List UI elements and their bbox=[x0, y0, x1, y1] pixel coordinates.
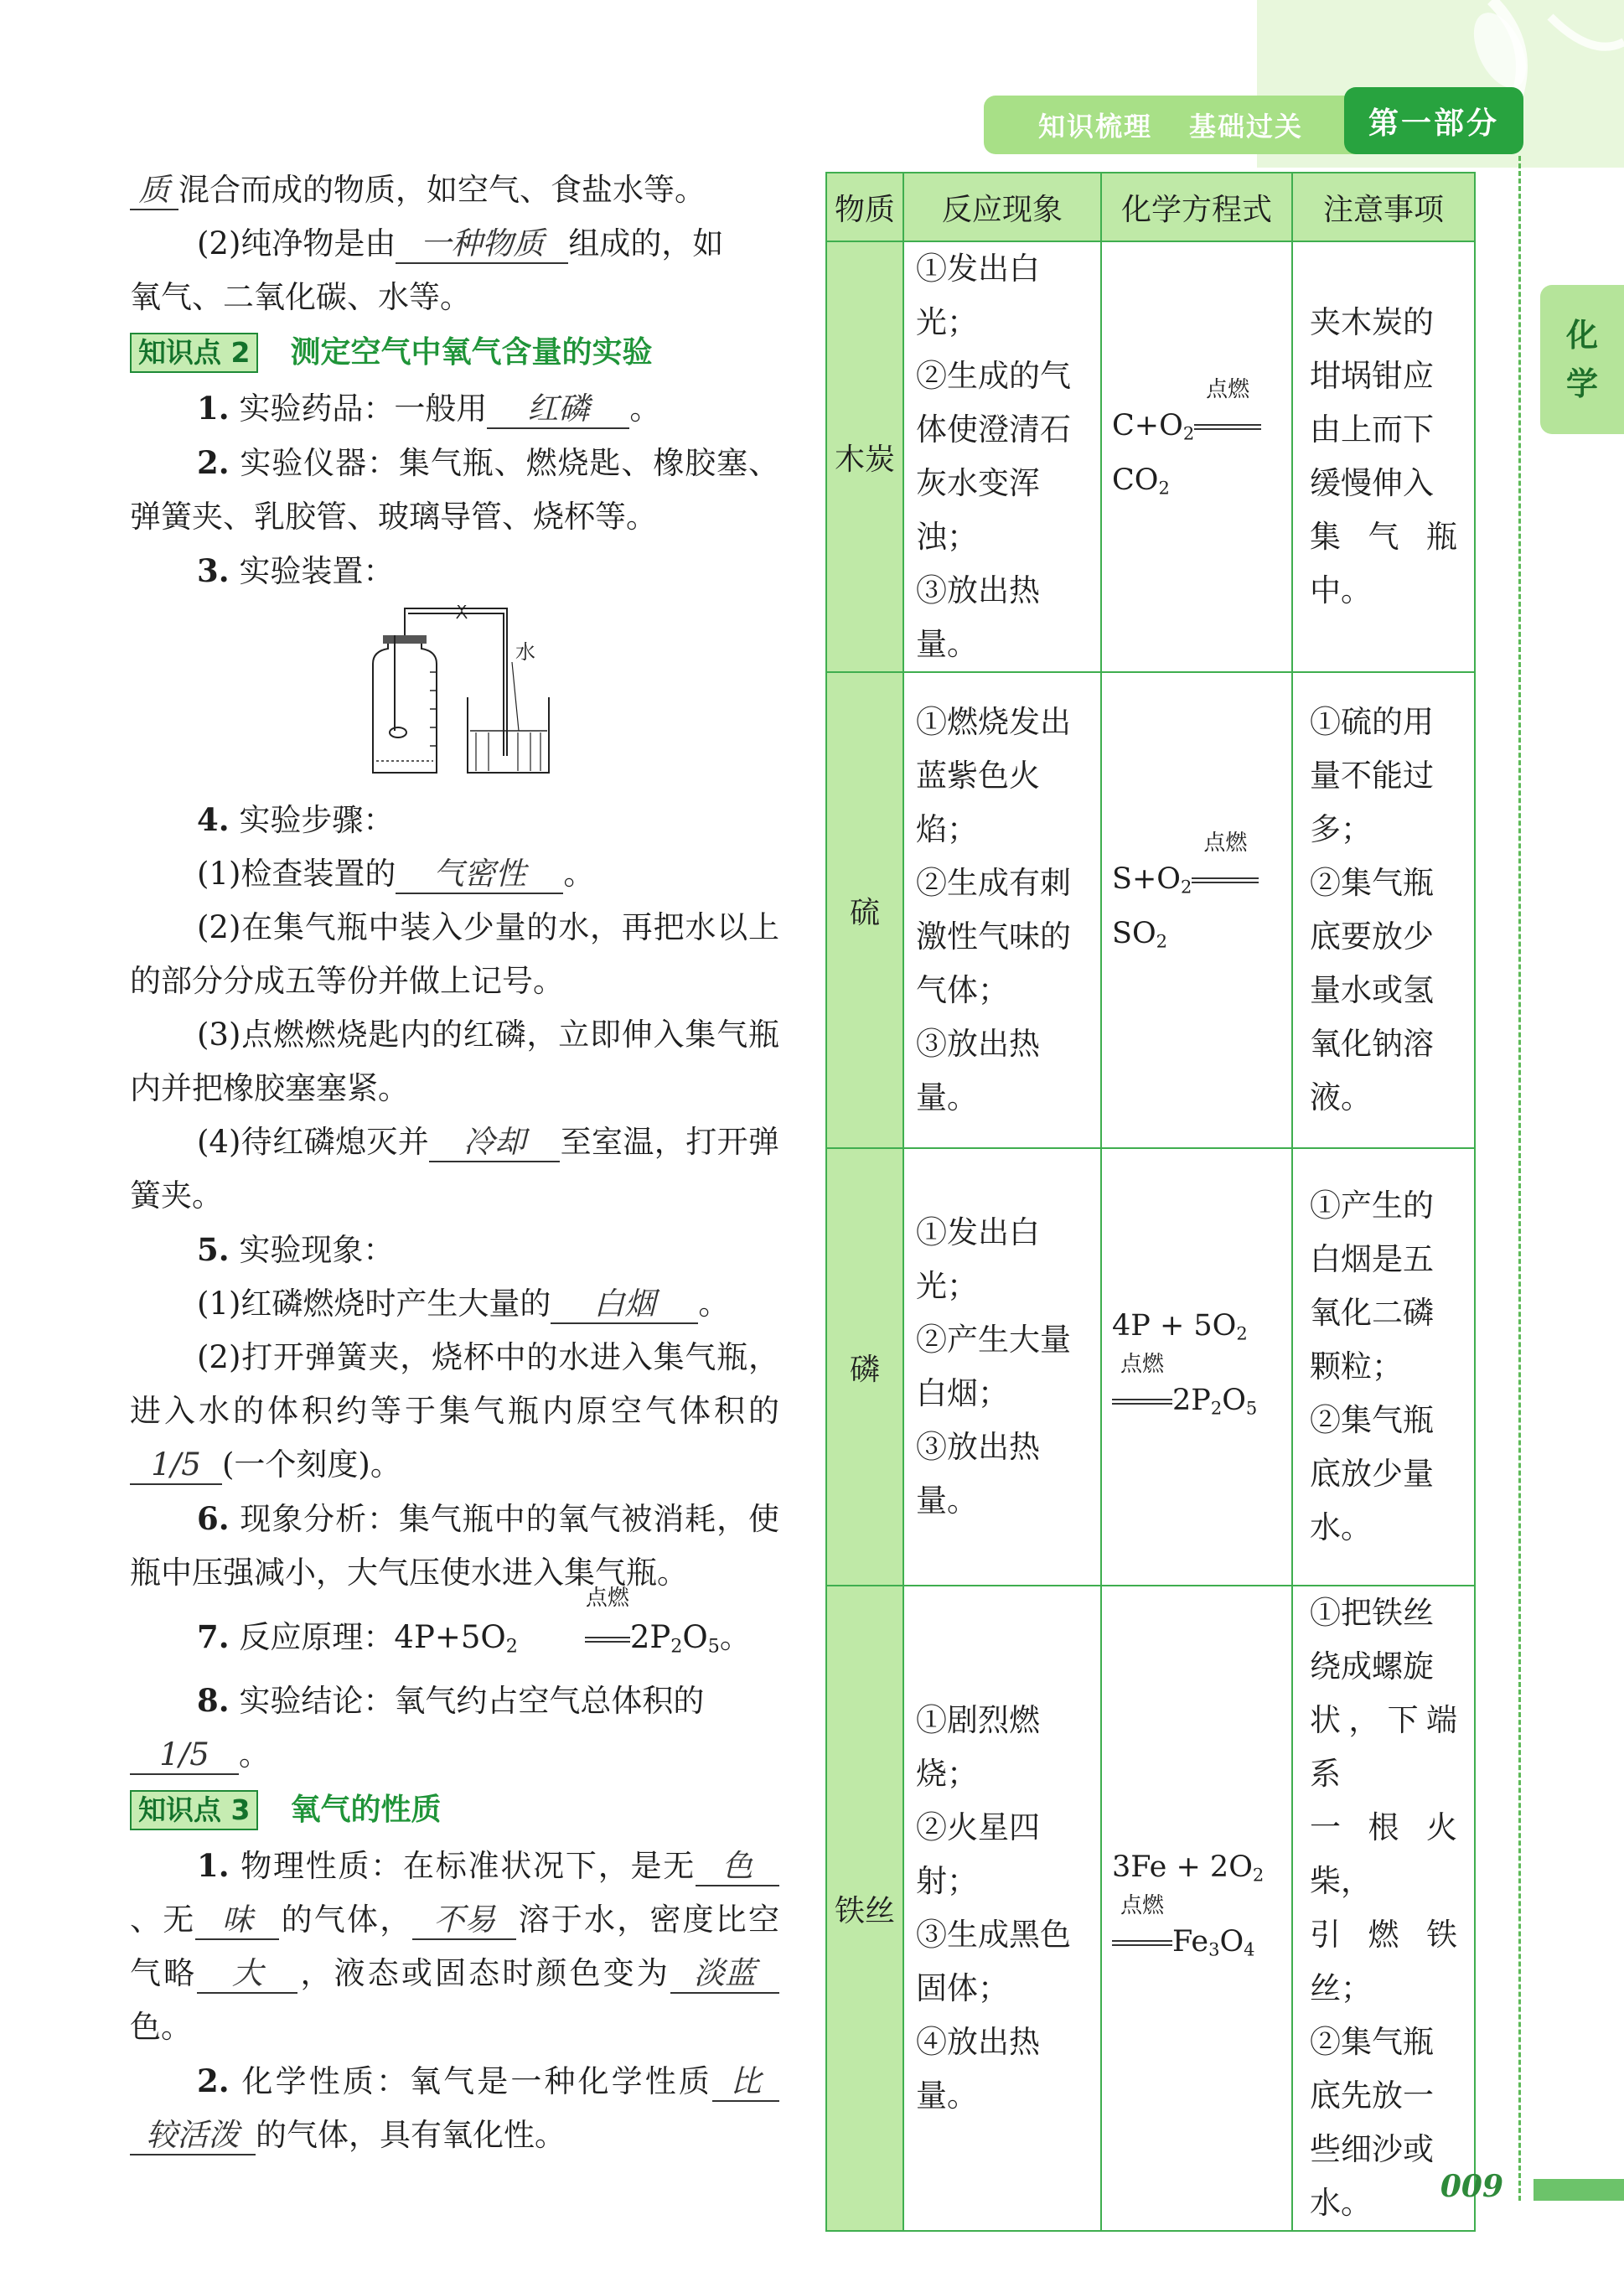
table-row bbox=[826, 1148, 1475, 1586]
kp3-title: 氧气的性质 bbox=[290, 1792, 442, 1827]
step-8: 8. 实验结论：氧气约占空气总体积的 bbox=[197, 1681, 705, 1719]
blank-odorless: 味 bbox=[195, 1902, 279, 1940]
row-equation: $C+O_2$ 点燃 $CO_2$ bbox=[1101, 241, 1292, 672]
blank-pure: 一种物质 bbox=[396, 225, 568, 264]
step-6: 6. 现象分析：集气瓶中的氧气被消耗，使瓶中压强减小，大气压使水进入集气瓶。 bbox=[130, 1500, 780, 1591]
page-number: 009 bbox=[1440, 2169, 1503, 2204]
step-4b: (2)在集气瓶中装入少量的水，再把水以上的部分分成五等份并做上记号。 bbox=[130, 909, 779, 999]
property-chemical: 2. 化学性质：氧气是一种化学性质 比较活泼 的气体，具有氧化性。 bbox=[130, 2054, 779, 2162]
step-3: 3. 实验装置： bbox=[197, 552, 395, 589]
step-5: 5. 实验现象： bbox=[197, 1231, 395, 1268]
row-equation: $3Fe + 2O_2$ 点燃 $Fe_3O_4$ bbox=[1101, 1586, 1292, 2231]
blank-solubility: 不易 bbox=[412, 1902, 516, 1940]
table-header-row bbox=[826, 173, 1475, 241]
th-equation: 化学方程式 bbox=[1101, 173, 1292, 241]
blank-reagent: 红磷 bbox=[487, 391, 629, 429]
step-2: 2. 实验仪器：集气瓶、燃烧匙、橡胶塞、弹簧夹、乳胶管、玻璃导管、烧杯等。 bbox=[130, 444, 780, 535]
side-tab-char-1: 化 bbox=[1565, 317, 1598, 354]
subject-side-tab bbox=[1540, 285, 1624, 434]
rubber-stopper bbox=[383, 635, 427, 644]
step-1: 1. 实验药品：一般用 红磷 。 bbox=[130, 381, 779, 436]
line-examples: 氧气、二氧化碳、水等。 bbox=[130, 279, 471, 315]
knowledge-point-3 bbox=[130, 1783, 779, 1837]
margin-divider bbox=[1518, 156, 1521, 2201]
row-phenomena: ①燃烧发出 蓝紫色火焰； ②生成有刺 激性气味的 气体； ③放出热量。 bbox=[903, 672, 1101, 1148]
row-notes: ①硫的用 量不能过 多； ②集气瓶 底要放少 量水或氢 氧化钠溶 液。 bbox=[1292, 672, 1475, 1148]
row-phenomena: ①发出白光； ②产生大量 白烟； ③放出热量。 bbox=[903, 1148, 1101, 1586]
row-notes: ①产生的 白烟是五 氧化二磷 颗粒； ②集气瓶 底放少量 水。 bbox=[1292, 1148, 1475, 1586]
row-substance: 硫 bbox=[826, 672, 903, 1148]
blank-reactivity-a: 比 bbox=[712, 2063, 779, 2102]
line-pure-substance: (2)纯净物是由 一种物质 组成的，如 bbox=[130, 217, 779, 271]
table-row bbox=[826, 672, 1475, 1148]
row-substance: 磷 bbox=[826, 1148, 903, 1586]
step-4: 4. 实验步骤： bbox=[197, 801, 395, 838]
step-4a: (1)检查装置的 气密性 。 bbox=[130, 847, 779, 901]
blank-cool: 冷却 bbox=[429, 1124, 560, 1162]
blank-airtight: 气密性 bbox=[396, 856, 563, 894]
blank-fraction-1: 1/5 bbox=[130, 1446, 222, 1485]
blank-fraction-2: 1/5 bbox=[130, 1736, 239, 1775]
property-physical: 1. 物理性质：在标准状况下，是无 色、无 味 的气体， 不易 溶于水，密度比空气略 大 ，液态或固态时颜色变为 淡蓝色。 bbox=[130, 1846, 780, 2045]
step-4c: (3)点燃燃烧匙内的红磷，立即伸入集气瓶内并把橡胶塞塞紧。 bbox=[130, 1017, 779, 1106]
row-phenomena: ①剧烈燃烧； ②火星四射； ③生成黑色 固体； ④放出热量。 bbox=[903, 1586, 1101, 2231]
step-8-cont: 1/5 。 bbox=[130, 1728, 779, 1782]
line-mixture: 质 混合而成的物质，如空气、食盐水等。 bbox=[130, 163, 779, 217]
blank-white-smoke: 白烟 bbox=[551, 1286, 698, 1324]
blank-mixture-end: 质 bbox=[130, 172, 178, 210]
blank-density: 大 bbox=[197, 1955, 297, 1994]
row-equation: $S+O_2$ 点燃 $SO_2$ bbox=[1101, 672, 1292, 1148]
th-notes: 注意事项 bbox=[1292, 173, 1475, 241]
header-part-badge: 第一部分 bbox=[1344, 87, 1523, 154]
header-tab-knowledge bbox=[984, 96, 1358, 154]
step-4d: (4)待红磷熄灭并 冷却 至室温，打开弹簧夹。 bbox=[130, 1124, 779, 1214]
header-tab1: 知识梳理 bbox=[1037, 111, 1152, 142]
step-5a: (1)红磷燃烧时产生大量的 白烟 。 bbox=[130, 1277, 779, 1331]
table-row bbox=[826, 1586, 1475, 2231]
blank-reactivity-b: 较活泼 bbox=[130, 2117, 256, 2155]
blank-color: 淡蓝 bbox=[670, 1955, 779, 1994]
step-7: 7. 反应原理：$4P+5O_2$ 点燃 $2P_2O_5$。 bbox=[130, 1610, 779, 1674]
spring-clip bbox=[457, 605, 467, 618]
th-substance: 物质 bbox=[826, 173, 903, 241]
row-notes: ①把铁丝 绕成螺旋 状，下端系 一根火柴， 引燃铁丝； ②集气瓶 底先放一 些细沙或 水。 bbox=[1292, 1586, 1475, 2231]
kp2-title: 测定空气中氧气含量的实验 bbox=[290, 335, 653, 370]
step-5b: (2)打开弹簧夹，烧杯中的水进入集气瓶，进入水的体积约等于集气瓶内原空气体积的1/5 (一个刻度)。 bbox=[130, 1331, 779, 1492]
row-substance: 铁丝 bbox=[826, 1586, 903, 2231]
row-notes: 夹木炭的 坩埚钳应 由上而下 缓慢伸入 集气瓶中。 bbox=[1292, 241, 1475, 672]
water-label: 水 bbox=[515, 640, 535, 664]
apparatus-diagram bbox=[354, 605, 564, 781]
row-phenomena: ①发出白光； ②生成的气 体使澄清石 灰水变浑浊； ③放出热量。 bbox=[903, 241, 1101, 672]
page-number-bar bbox=[1533, 2179, 1624, 2201]
equation-condition: 点燃 bbox=[518, 1611, 630, 1664]
oxygen-reaction-table bbox=[825, 172, 1476, 2232]
kp2-badge: 知识点 2 bbox=[130, 333, 258, 373]
th-phenomena: 反应现象 bbox=[903, 173, 1101, 241]
kp3-badge: 知识点 3 bbox=[130, 1790, 258, 1830]
header-tab2: 基础过关 bbox=[1189, 111, 1304, 142]
side-tab-char-2: 学 bbox=[1565, 365, 1598, 402]
blank-colorless: 色 bbox=[696, 1848, 779, 1886]
row-substance: 木炭 bbox=[826, 241, 903, 672]
table-row bbox=[826, 241, 1475, 672]
row-equation: $4P + 5O_2$ 点燃 $2P_2O_5$ bbox=[1101, 1148, 1292, 1586]
knowledge-point-2 bbox=[130, 326, 779, 380]
left-column bbox=[130, 163, 779, 2162]
